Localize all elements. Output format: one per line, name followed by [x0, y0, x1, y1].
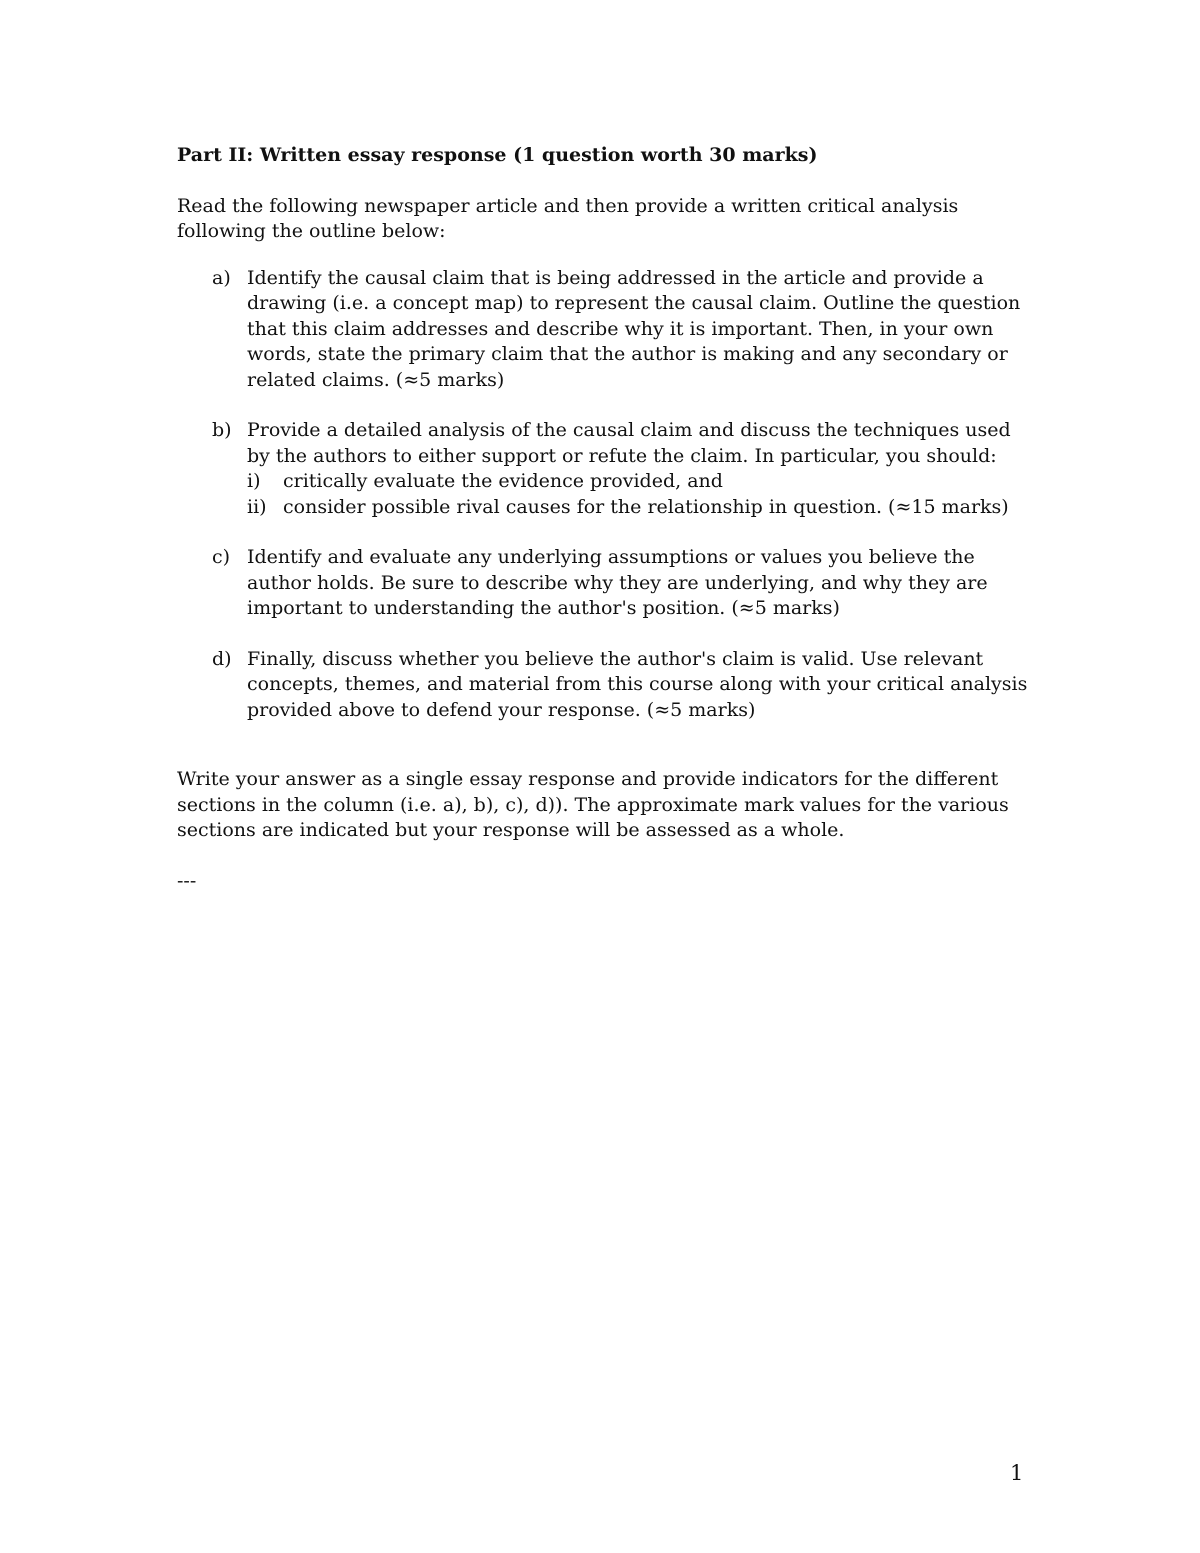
outline-marker: a)	[212, 266, 231, 289]
sub-marker: i)	[247, 470, 261, 492]
outline-item-text: Identify the causal claim that is being addressed in the article and provide a drawing (i.e. a concept map) to represent the causal claim. Outline the question that this claim addresses and describe why it is important. Then, in your own words, state the primary claim that the author is making and any secondary or related claims. (≈5 marks)	[247, 266, 1021, 391]
sub-item-text: consider possible rival causes for the relationship in question. (≈15 marks)	[283, 495, 1009, 518]
sub-list	[247, 469, 1037, 520]
page-number: 1	[1010, 1461, 1024, 1485]
separator-text: ---	[177, 869, 197, 892]
sub-item-ii	[247, 495, 1037, 521]
outline-item-b	[177, 418, 1037, 520]
document-body	[177, 143, 1037, 894]
closing-paragraph: Write your answer as a single essay response and provide indicators for the different sections in the column (i.e. a), b), c), d)). The approximate mark values for the various sections are indicated but your response will be assessed as a whole.	[177, 768, 1009, 841]
sub-item-i	[247, 469, 1037, 495]
outline-marker: b)	[212, 419, 232, 441]
outline-item-c	[177, 545, 1037, 622]
outline-item-d	[177, 647, 1037, 724]
sub-item-text: critically evaluate the evidence provided, and	[283, 470, 723, 492]
section-heading: Part II: Written essay response (1 question worth 30 marks)	[177, 144, 818, 166]
outline-item-text: Finally, discuss whether you believe the author's claim is valid. Use relevant concepts, themes, and material from this course along with your critical analysis provided above to defend your response. (≈5 marks)	[247, 647, 1028, 721]
intro-paragraph: Read the following newspaper article and then provide a written critical analysis following the outline below:	[177, 194, 959, 242]
outline-item-text: Provide a detailed analysis of the causal claim and discuss the techniques used by the authors to either support or refute the claim. In particular, you should:	[247, 419, 1011, 467]
outline-list	[177, 266, 1037, 724]
sub-marker: ii)	[247, 495, 267, 518]
outline-marker: d)	[212, 647, 232, 670]
outline-marker: c)	[212, 546, 231, 568]
outline-item-a	[177, 266, 1037, 394]
outline-item-text: Identify and evaluate any underlying assumptions or values you believe the author holds. Be sure to describe why they are underlying, and why they are important to understanding the author's position. (≈5 marks)	[247, 546, 988, 619]
